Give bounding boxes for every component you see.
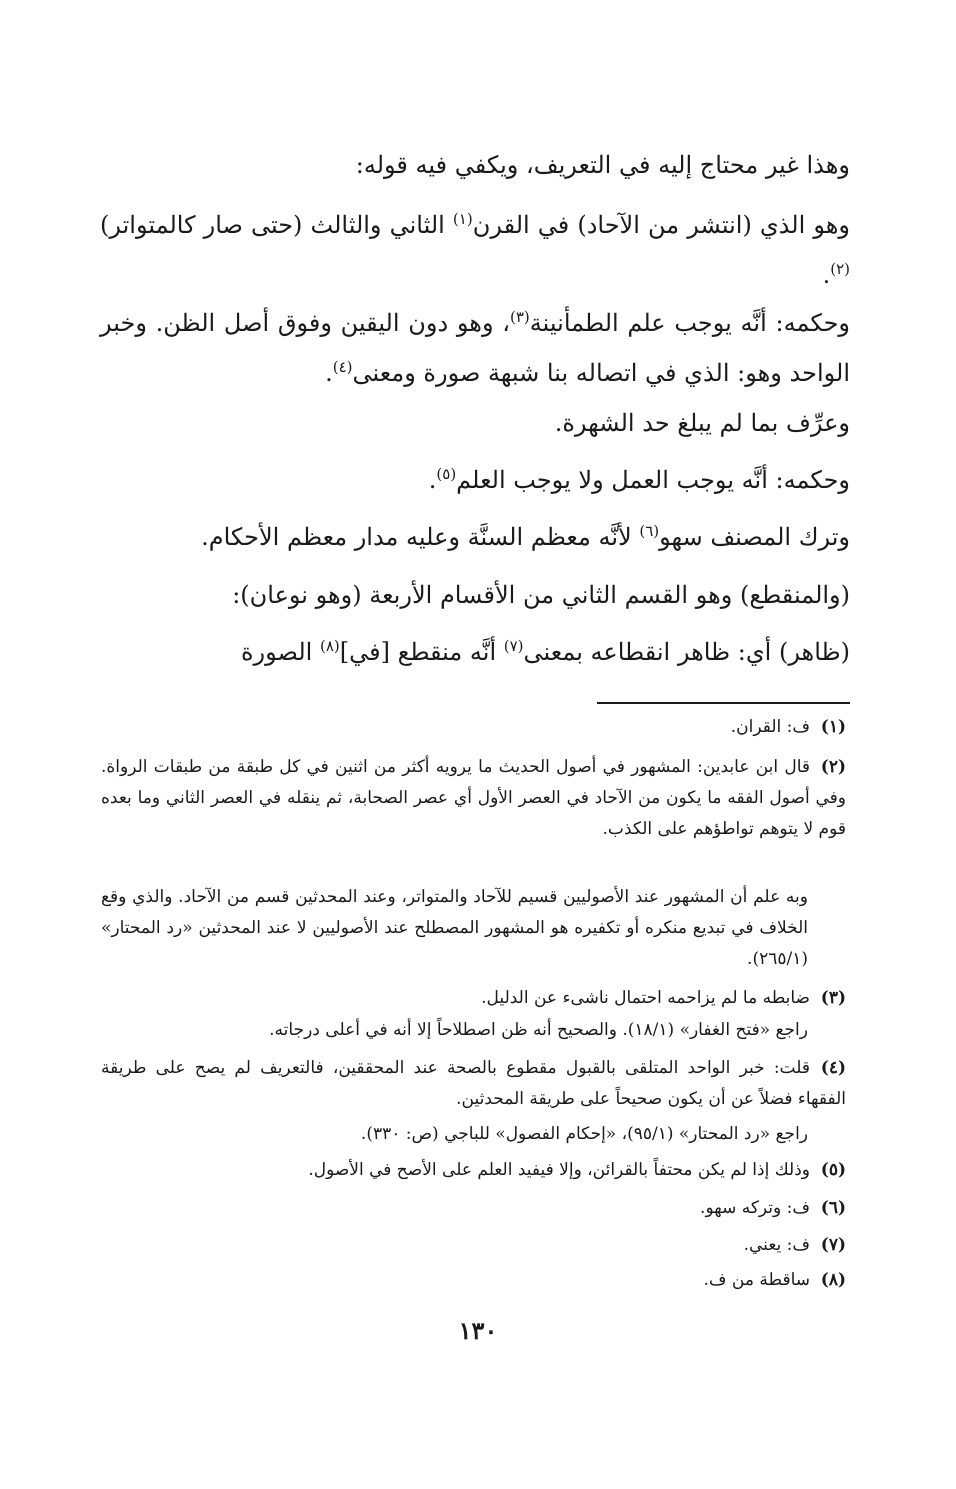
body-text: وترك المصنف سهو bbox=[659, 523, 850, 551]
footnote-number: (٥) bbox=[820, 1160, 846, 1180]
body-paragraph-6 bbox=[100, 512, 850, 562]
body-text: لأنَّه معظم السنَّة وعليه مدار معظم الأحكام. bbox=[201, 523, 640, 551]
footnote-text: ساقطة من ف. bbox=[703, 1270, 810, 1290]
footnote-text: وبه علم أن المشهور عند الأصوليين قسيم للآحاد والمتواتر، وعند المحدثين قسم من الآحاد. والذي وقع الخلاف في تبديع منكره أو تكفيره هو المشهور المصطلح عند الأصوليين لا عند المحدثين «رد المحتار» (٢٦٥/١). bbox=[101, 887, 808, 969]
footnote-text: ضابطه ما لم يزاحمه احتمال ناشىء عن الدليل. bbox=[481, 988, 810, 1008]
footnote-3 bbox=[101, 983, 846, 1014]
body-text: الصورة bbox=[240, 638, 320, 666]
footnote-number: (١) bbox=[820, 717, 846, 737]
footnote-number: (٧) bbox=[820, 1235, 846, 1255]
footnote-ref-6: (٦) bbox=[639, 522, 660, 540]
body-text: (والمنقطع) وهو القسم الثاني من الأقسام الأربعة (وهو نوعان): bbox=[232, 581, 850, 609]
footnote-6 bbox=[101, 1193, 846, 1224]
footnote-5 bbox=[101, 1155, 846, 1186]
footnote-text: ف: يعني. bbox=[743, 1235, 810, 1255]
footnote-1 bbox=[101, 712, 846, 743]
body-text: الثاني والثالث (حتى صار كالمتواتر) bbox=[100, 211, 453, 239]
body-text: وهذا غير محتاج إليه في التعريف، ويكفي فيه قوله: bbox=[355, 151, 850, 179]
footnote-ref-3: (٣) bbox=[510, 308, 530, 326]
footnote-separator bbox=[597, 702, 850, 704]
footnote-ref-8: (٨) bbox=[319, 637, 340, 655]
footnote-number: (٢) bbox=[820, 757, 846, 777]
footnote-text: راجع «فتح الغفار» (١٨/١). والصحيح أنه ظن اصطلاحاً إلا أنه في أعلى درجاته. bbox=[269, 1020, 808, 1040]
footnote-text: ف: القران. bbox=[730, 717, 810, 737]
body-text: . bbox=[428, 466, 437, 494]
footnote-number: (٣) bbox=[820, 988, 846, 1008]
footnote-number: (٤) bbox=[820, 1058, 846, 1078]
footnote-number: (٦) bbox=[820, 1198, 846, 1218]
body-text: (ظاهر) أي: ظاهر انقطاعه بمعنى bbox=[523, 638, 850, 666]
footnote-4 bbox=[101, 1053, 846, 1115]
footnote-2 bbox=[101, 752, 846, 845]
body-text: وعرِّف بما لم يبلغ حد الشهرة. bbox=[554, 409, 850, 437]
body-text: وحكمه: أنَّه يوجب العمل ولا يوجب العلم bbox=[456, 466, 850, 494]
body-text: . bbox=[325, 359, 333, 387]
body-paragraph-5 bbox=[100, 455, 850, 505]
footnote-4-continuation bbox=[101, 1119, 808, 1150]
footnote-text: راجع «رد المحتار» (٩٥/١)، «إحكام الفصول» للباجي (ص: ٣٣٠). bbox=[360, 1124, 808, 1144]
body-paragraph-2 bbox=[100, 200, 850, 300]
body-paragraph-1 bbox=[100, 140, 850, 190]
body-paragraph-4 bbox=[100, 398, 850, 448]
footnote-ref-7: (٧) bbox=[503, 637, 524, 655]
body-text: . bbox=[822, 261, 831, 289]
footnote-ref-2: (٢) bbox=[830, 260, 850, 278]
footnote-7 bbox=[101, 1230, 846, 1261]
footnote-text: ف: وتركه سهو. bbox=[700, 1198, 810, 1218]
footnote-number: (٨) bbox=[820, 1270, 846, 1290]
footnote-text: قلت: خبر الواحد المتلقى بالقبول مقطوع بالصحة عند المحققين، فالتعريف لم يصح على طريقة الفقهاء فضلاً عن أن يكون صحيحاً على طريقة المحدثين. bbox=[101, 1058, 846, 1109]
body-paragraph-7 bbox=[100, 570, 850, 620]
body-paragraph-8 bbox=[100, 627, 850, 677]
footnote-8 bbox=[101, 1265, 846, 1296]
body-text: وهو الذي (انتشر من الآحاد) في القرن bbox=[472, 211, 850, 239]
body-text: وحكمه: أنَّه يوجب علم الطمأنينة bbox=[529, 309, 850, 337]
body-text: ، وهو دون اليقين وفوق أصل الظن. وخبر الواحد وهو: الذي في اتصاله بنا شبهة صورة ومعنى bbox=[100, 309, 850, 387]
footnote-ref-1: (١) bbox=[452, 210, 473, 228]
footnote-text: وذلك إذا لم يكن محتفاً بالقرائن، وإلا فيفيد العلم على الأصح في الأصول. bbox=[308, 1160, 810, 1180]
body-text: أنَّه منقطع [في] bbox=[339, 638, 504, 666]
footnote-ref-4: (٤) bbox=[332, 358, 353, 376]
body-paragraph-3 bbox=[100, 298, 850, 398]
footnote-ref-5: (٥) bbox=[436, 465, 457, 483]
footnote-text: قال ابن عابدين: المشهور في أصول الحديث ما يرويه أكثر من اثنين في كل طبقة من طبقات الرواة. وفي أصول الفقه ما يكون من الآحاد في العصر الأول أي عصر الصحابة، ثم ينقله في العصر الثاني وما بعده قوم لا يتوهم تواطؤهم على الكذب. bbox=[101, 757, 846, 839]
footnote-2-continuation bbox=[101, 882, 808, 975]
page-number: ١٣٠ bbox=[458, 1316, 498, 1345]
footnote-3-continuation bbox=[101, 1015, 808, 1046]
